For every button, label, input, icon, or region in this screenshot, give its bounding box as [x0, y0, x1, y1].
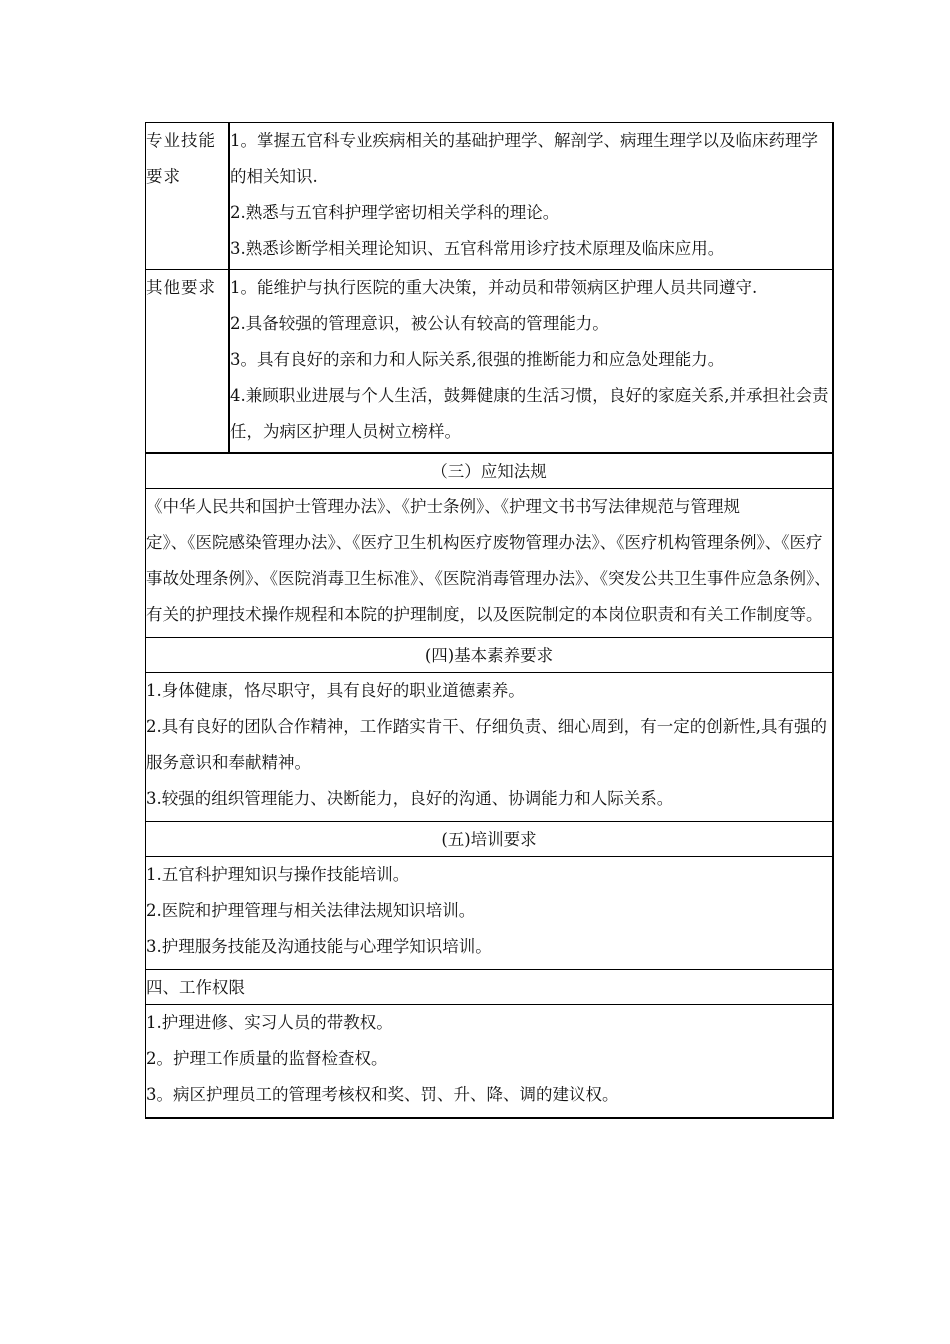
- laws-title: （三）应知法规: [146, 454, 832, 489]
- skills-item: 2.熟悉与五官科护理学密切相关学科的理论。: [230, 203, 560, 222]
- job-description-table: [145, 122, 834, 1119]
- laws-line: 《中华人民共和国护士管理办法》、《护士条例》、《护理文书书写法律规范与管理规: [146, 497, 740, 516]
- basics-item: 3.较强的组织管理能力、决断能力，良好的沟通、协调能力和人际关系。: [146, 789, 674, 808]
- laws-line: 定》、《医院感染管理办法》、《医疗卫生机构医疗废物管理办法》、《医疗机构管理条例》、《医疗事故处理条例》、《医院消毒卫生标准》、《医院消毒管理办法》、《突发公共卫生事件应急条例》、有关的护理技术操作规程和本院的护理制度，以及医院制定的本岗位职责和有关工作制度等。: [146, 533, 831, 624]
- basics-content: [146, 673, 832, 822]
- authority-item: 2。护理工作质量的监督检查权。: [146, 1049, 388, 1068]
- authority-item: 1.护理进修、实习人员的带教权。: [146, 1013, 393, 1032]
- basics-title: (四)基本素养要求: [146, 638, 832, 673]
- other-item: 2.具备较强的管理意识，被公认有较高的管理能力。: [230, 314, 609, 333]
- skills-label: [146, 123, 230, 269]
- skills-label-line2: 要求: [146, 167, 181, 186]
- other-item: 4.兼顾职业进展与个人生活，鼓舞健康的生活习惯，良好的家庭关系,并承担社会责任，为病区护理人员树立榜样。: [230, 386, 829, 441]
- other-content: [230, 270, 832, 452]
- skills-item: 1。掌握五官科专业疾病相关的基础护理学、解剖学、病理生理学以及临床药理学的相关知识.: [230, 131, 818, 186]
- training-item: 2.医院和护理管理与相关法律法规知识培训。: [146, 901, 476, 920]
- other-item: 1。能维护与执行医院的重大决策，并动员和带领病区护理人员共同遵守.: [230, 278, 758, 297]
- skills-row: [146, 123, 832, 270]
- laws-content: [146, 489, 832, 638]
- authority-content: [146, 1005, 832, 1117]
- other-row: [146, 270, 832, 454]
- skills-content: [230, 123, 832, 269]
- skills-label-line1: 专业技能: [146, 131, 216, 150]
- training-item: 1.五官科护理知识与操作技能培训。: [146, 865, 410, 884]
- other-label: [146, 270, 230, 452]
- training-item: 3.护理服务技能及沟通技能与心理学知识培训。: [146, 937, 492, 956]
- skills-item: 3.熟悉诊断学相关理论知识、五官科常用诊疗技术原理及临床应用。: [230, 239, 725, 258]
- basics-item: 2.具有良好的团队合作精神，工作踏实肯干、仔细负责、细心周到，有一定的创新性,具有强的服务意识和奉献精神。: [146, 717, 827, 772]
- basics-item: 1.身体健康，恪尽职守，具有良好的职业道德素养。: [146, 681, 525, 700]
- training-content: [146, 857, 832, 970]
- other-item: 3。具有良好的亲和力和人际关系,很强的推断能力和应急处理能力。: [230, 350, 725, 369]
- training-title: (五)培训要求: [146, 822, 832, 857]
- other-label-text: 其他要求: [146, 278, 216, 297]
- authority-title: 四、工作权限: [146, 970, 832, 1005]
- authority-item: 3。病区护理员工的管理考核权和奖、罚、升、降、调的建议权。: [146, 1085, 619, 1104]
